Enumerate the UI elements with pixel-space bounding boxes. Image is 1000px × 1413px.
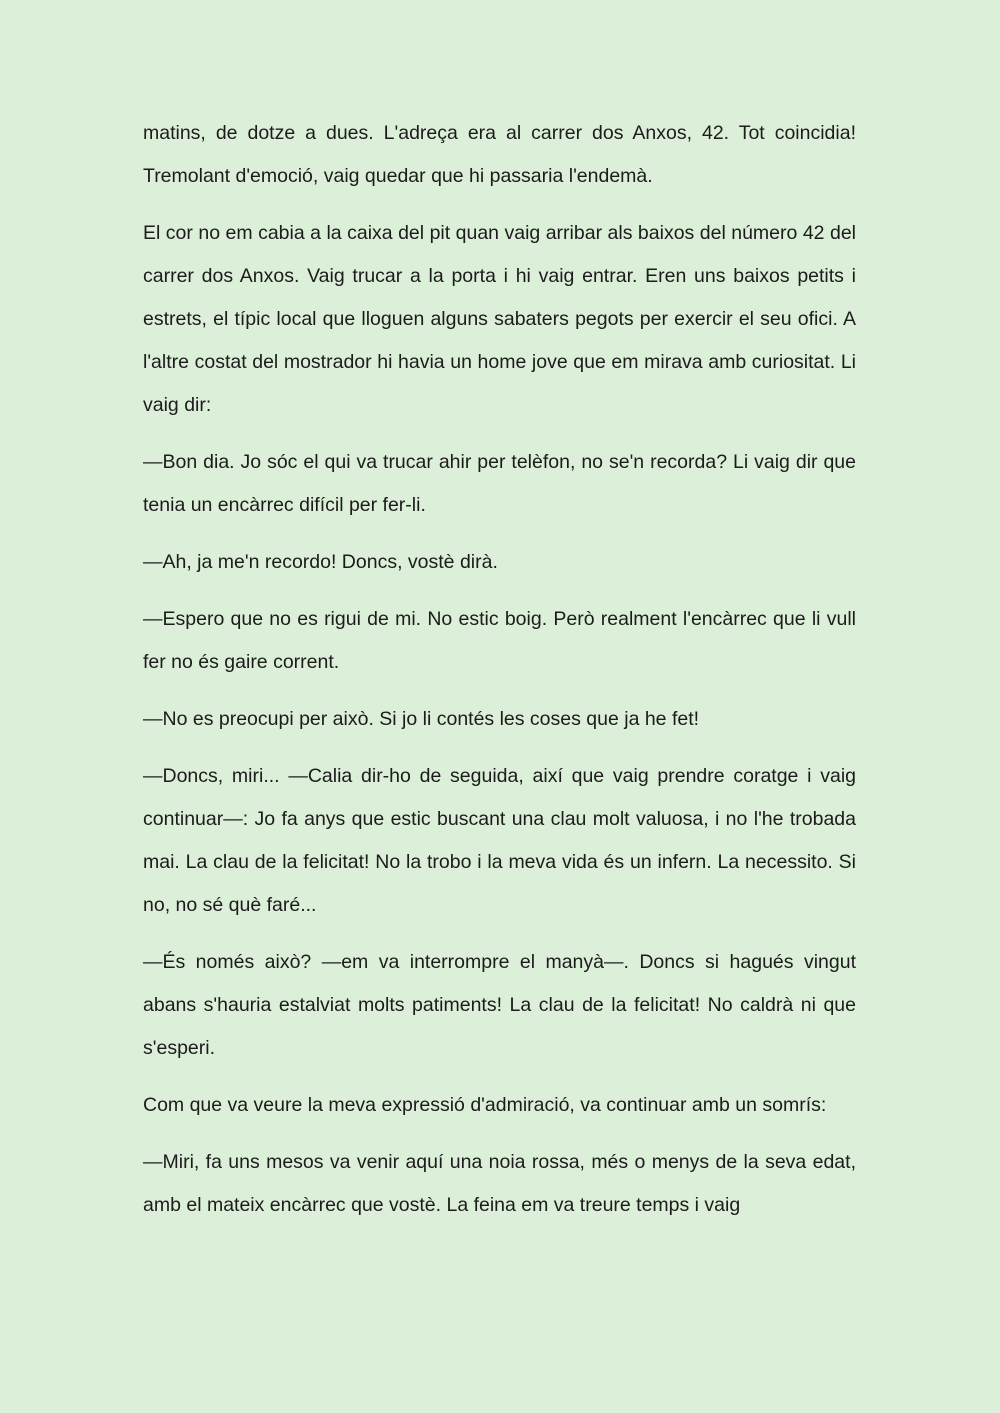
- document-body: [143, 112, 856, 1227]
- paragraph-4: —Ah, ja me'n recordo! Doncs, vostè dirà.: [143, 551, 498, 573]
- paragraph-6: —No es preocupi per això. Si jo li contés les coses que ja he fet!: [143, 708, 700, 730]
- paragraph-1: matins, de dotze a dues. L'adreça era al carrer dos Anxos, 42. Tot coincidia! Tremolant d'emoció, vaig quedar que hi passaria l'endemà.: [143, 122, 856, 187]
- paragraph-7: —Doncs, miri... —Calia dir-ho de seguida, així que vaig prendre coratge i vaig continuar—: Jo fa anys que estic buscant una clau molt valuosa, i no l'he trobada mai. La clau de la felicitat! No la trobo i la meva vida és un infern. La necessito. Si no, no sé què faré...: [143, 765, 856, 916]
- paragraph-9: Com que va veure la meva expressió d'admiració, va continuar amb un somrís:: [143, 1094, 827, 1116]
- paragraph-3: —Bon dia. Jo sóc el qui va trucar ahir per telèfon, no se'n recorda? Li vaig dir que tenia un encàrrec difícil per fer-li.: [143, 451, 856, 516]
- paragraph-5: —Espero que no es rigui de mi. No estic boig. Però realment l'encàrrec que li vull fer no és gaire corrent.: [143, 608, 856, 673]
- paragraph-10: —Miri, fa uns mesos va venir aquí una noia rossa, més o menys de la seva edat, amb el mateix encàrrec que vostè. La feina em va treure temps i vaig: [143, 1151, 856, 1216]
- paragraph-8: —És només això? —em va interrompre el manyà—. Doncs si hagués vingut abans s'hauria estalviat molts patiments! La clau de la felicitat! No caldrà ni que s'esperi.: [143, 951, 856, 1059]
- paragraph-2: El cor no em cabia a la caixa del pit quan vaig arribar als baixos del número 42 del carrer dos Anxos. Vaig trucar a la porta i hi vaig entrar. Eren uns baixos petits i estrets, el típic local que lloguen alguns sabaters pegots per exercir el seu ofici. A l'altre costat del mostrador hi havia un home jove que em mirava amb curiositat. Li vaig dir:: [143, 222, 856, 416]
